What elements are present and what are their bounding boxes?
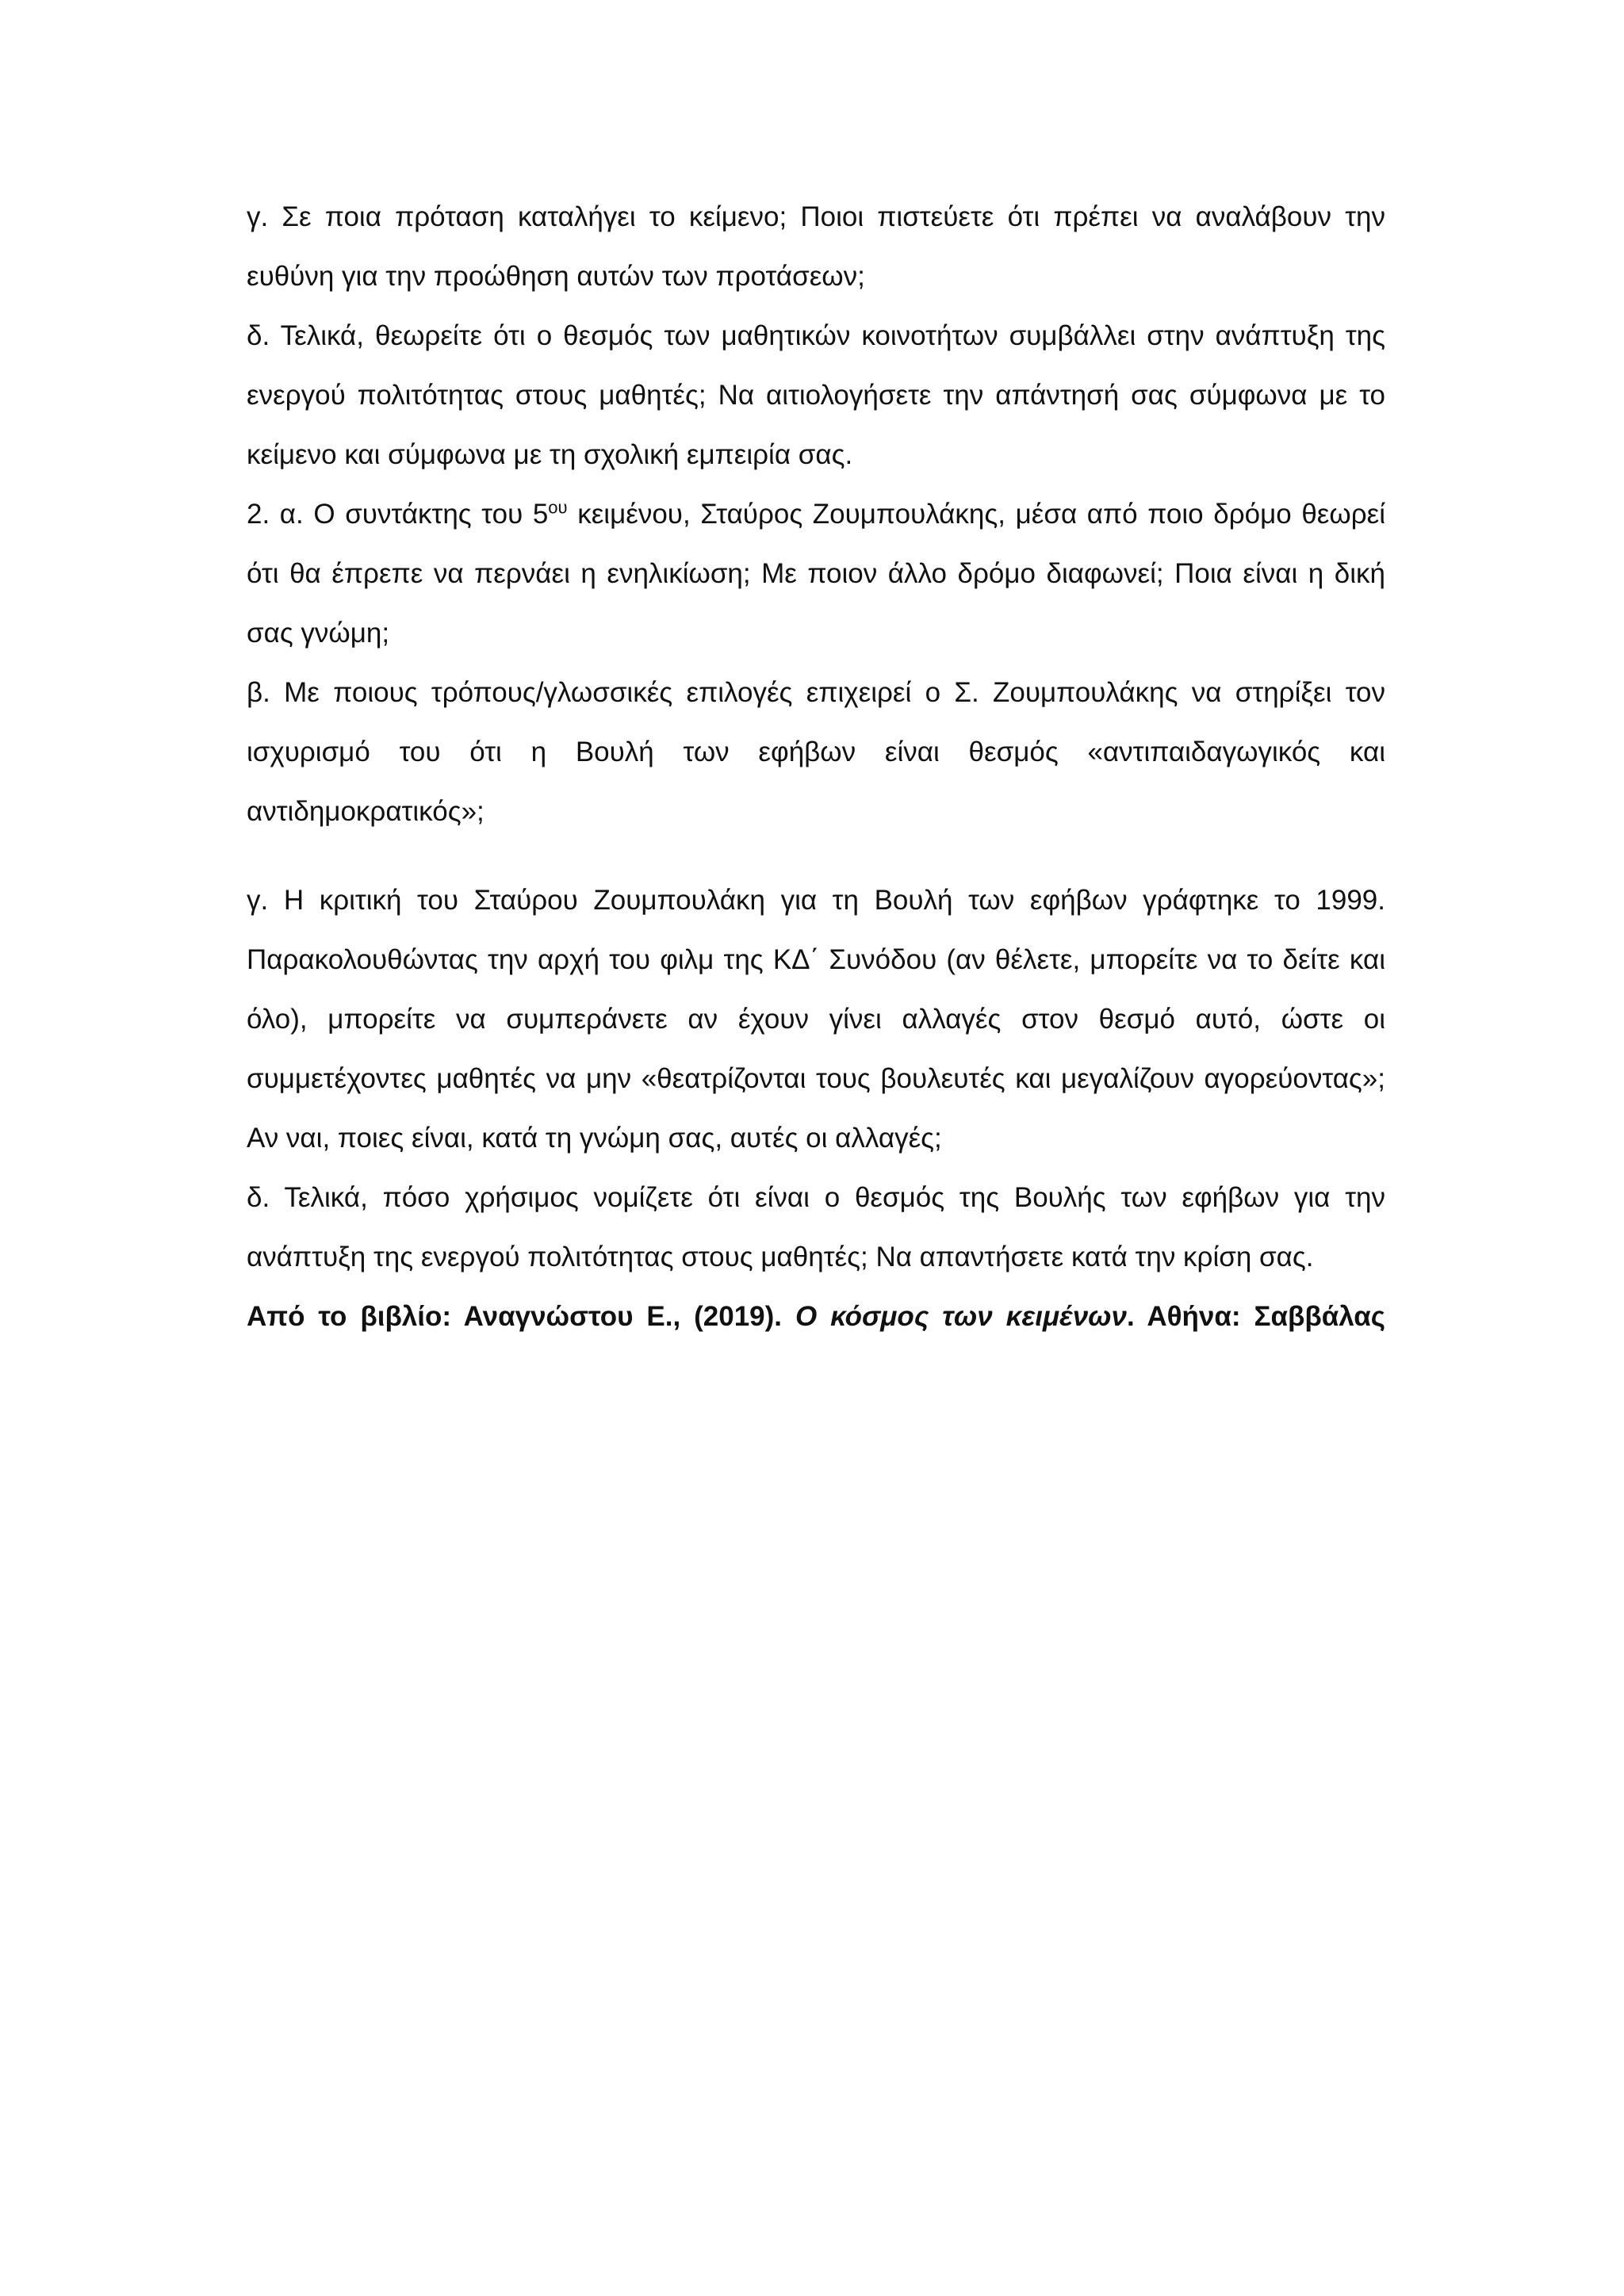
- source-citation: [247, 1287, 1385, 1346]
- question-1-gamma: γ. Σε ποια πρόταση καταλήγει το κείμενο; Ποιοι πιστεύετε ότι πρέπει να αναλάβουν την ευθύνη για την προώθηση αυτών των προτάσεων;: [247, 201, 1385, 292]
- paragraph-spacer: [247, 841, 1385, 871]
- question-2-alpha-text-start: 2. α. Ο συντάκτης του 5: [247, 499, 549, 530]
- document-body: [247, 187, 1385, 1346]
- superscript-ordinal: ου: [548, 497, 568, 518]
- source-suffix: . Αθήνα: Σαββάλας: [1126, 1301, 1385, 1332]
- source-book-title: Ο κόσμος των κειμένων: [795, 1301, 1127, 1332]
- question-2-gamma: γ. Η κριτική του Σταύρου Ζουμπουλάκη για τη Βουλή των εφήβων γράφτηκε το 1999. Παρακολουθώντας την αρχή του φιλμ της ΚΔ΄ Συνόδου (αν θέλετε, μπορείτε να το δείτε και όλο), μπορείτε να συμπεράνετε αν έχουν γίνει αλλαγές στον θεσμό αυτό, ώστε οι συμμετέχοντες μαθητές να μην «θεατρίζονται τους βουλευτές και μεγαλίζουν αγορεύοντας»; Αν ναι, ποιες είναι, κατά τη γνώμη σας, αυτές οι αλλαγές;: [247, 885, 1385, 1154]
- source-prefix: Από το βιβλίο: Αναγνώστου Ε., (2019).: [247, 1301, 795, 1332]
- question-2-alpha: [247, 484, 1385, 663]
- question-1-delta: δ. Τελικά, θεωρείτε ότι ο θεσμός των μαθητικών κοινοτήτων συμβάλλει στην ανάπτυξη της ενεργού πολιτότητας στους μαθητές; Να αιτιολογήσετε την απάντησή σας σύμφωνα με το κείμενο και σύμφωνα με τη σχολική εμπειρία σας.: [247, 320, 1385, 470]
- question-2-alpha-text-end: κειμένου, Σταύρος Ζουμπουλάκης, μέσα από ποιο δρόμο θεωρεί ότι θα έπρεπε να περνάει η ενηλικίωση; Με ποιον άλλο δρόμο διαφωνεί; Ποια είναι η δική σας γνώμη;: [247, 499, 1385, 649]
- question-2-beta: β. Με ποιους τρόπους/γλωσσικές επιλογές επιχειρεί ο Σ. Ζουμπουλάκης να στηρίξει τον ισχυρισμό του ότι η Βουλή των εφήβων είναι θεσμός «αντιπαιδαγωγικός και αντιδημοκρατικός»;: [247, 677, 1385, 827]
- question-2-delta: δ. Τελικά, πόσο χρήσιμος νομίζετε ότι είναι ο θεσμός της Βουλής των εφήβων για την ανάπτυξη της ενεργού πολιτότητας στους μαθητές; Να απαντήσετε κατά την κρίση σας.: [247, 1182, 1385, 1272]
